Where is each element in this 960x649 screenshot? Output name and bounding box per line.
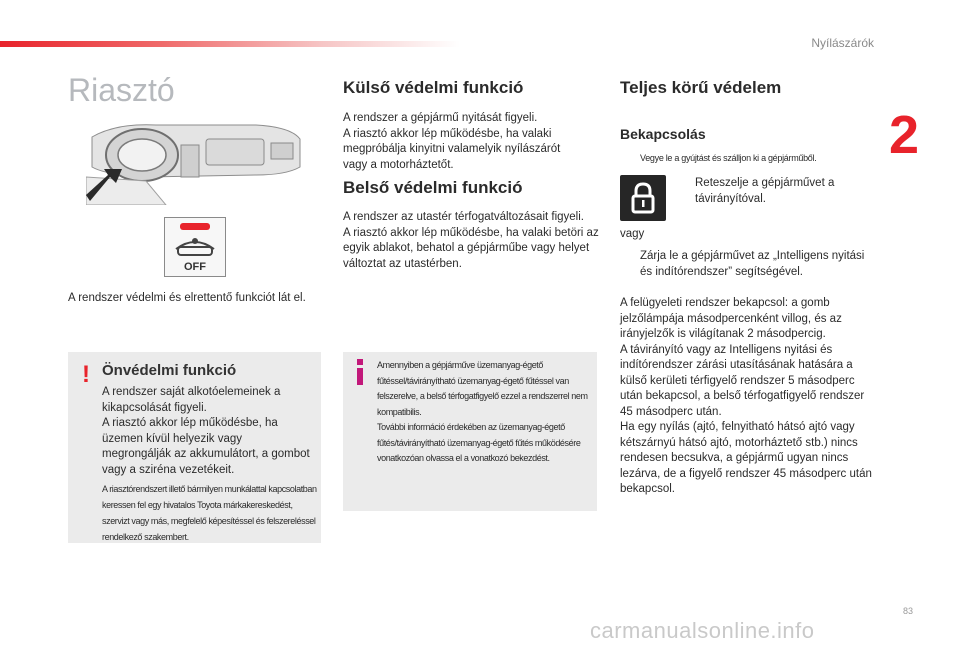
- list-item-text: Zárja le a gépjárművet az „Intelligens nyitási és indítórendszer” segítségével.: [640, 250, 865, 278]
- internal-protection-title: Belső védelmi funkció: [343, 178, 523, 197]
- list-item-text: Reteszelje a gépjárművet a távirányítóval.: [695, 177, 835, 205]
- full-protection-title: Teljes körű védelem: [620, 78, 782, 97]
- warning-body: A rendszer saját alkotóelemeinek a kikapcsolását figyeli. A riasztó akkor lép működésbe, ha üzemen kívül helyezik vagy megrongálják az akkumulátort, a gombot vagy a sziréna vezetékeit.: [102, 386, 310, 476]
- list-item: [675, 176, 875, 210]
- internal-protection-text: A rendszer az utastér térfogatváltozásait figyeli. A riasztó akkor lép működésbe, ha valaki betöri az egyik ablakot, behatol a gépjárműbe vagy helyet változtat az utastérben.: [343, 211, 599, 270]
- alarm-off-button-illustration: [164, 217, 226, 277]
- info-text: Amennyiben a gépjárműve üzemanyag-égető fűtéssel/távirányítható üzemanyag-égető fűtéssel van felszerelve, a belső térfogatfigyelő ezzel a rendszerrel nem kompatibilis. További információ érdekében az üzemanyag-égető fűtés/távirányítható üzemanyag-égető fűtés működésére vonatkozóan olvassa el a vonatkozó bekezdést.: [377, 360, 588, 463]
- activation-title: Bekapcsolás: [620, 126, 706, 142]
- external-protection-text: A rendszer a gépjármű nyitását figyeli. A riasztó akkor lép működésbe, ha valaki megpróbálja kinyitni valamelyik nyílászárót vagy a motorháztetőt.: [343, 112, 561, 171]
- section-title: Nyílászárók: [811, 36, 874, 50]
- external-protection-title: Külső védelmi funkció: [343, 78, 524, 97]
- chapter-number: 2: [889, 105, 920, 165]
- page-number: 83: [903, 606, 914, 616]
- lock-icon: [620, 175, 666, 221]
- page-title: Riasztó: [68, 72, 175, 108]
- or-text: vagy: [620, 228, 645, 240]
- header-accent-bar: [0, 41, 460, 47]
- activation-paragraph: A felügyeleti rendszer bekapcsol: a gomb jelzőlámpája másodpercenként villog, és az irányjelzők is világítanak 2 másodpercig. A távirányító vagy az Intelligens nyitási és indítórendszer zárási utasításának hatására a külső kerületi térfigyelő rendszer 5 másodperc után bekapcsol, a belső térfogatfigyelő rendszer 45 másodperc után. Ha egy nyílás (ajtó, felnyitható hátsó ajtó vagy kétszárnyú hátsó ajtó, motorháztető stb.) nincs rendesen becsukva, a gépjármű ugyan nincs lezárva, de a figyelő rendszer 45 másodperc után bekapcsol.: [620, 297, 872, 495]
- list-item: [620, 249, 880, 283]
- watermark: carmanualsonline.info: [590, 618, 815, 643]
- alarm-caption: A rendszer védelmi és elrettentő funkciót lát el.: [68, 292, 306, 304]
- warning-icon: !: [82, 361, 90, 388]
- list-item-text: Vegye le a gyújtást és szálljon ki a gépjárműből.: [640, 153, 817, 163]
- info-box: [343, 352, 597, 511]
- off-button-label: OFF: [184, 261, 206, 273]
- dashboard-illustration: [86, 119, 304, 205]
- info-icon: [357, 359, 363, 385]
- list-item: [620, 151, 890, 167]
- remote-lock-button: [620, 175, 666, 221]
- warning-title: Önvédelmi funkció: [102, 362, 237, 379]
- warning-box: [68, 352, 321, 543]
- warning-note: A riasztórendszert illető bármilyen munkálattal kapcsolatban keressen fel egy hivatalos Toyota márkakereskedést, szervizt vagy más, megfelelő képesítéssel és felszereléssel rendelkező szakembert.: [102, 484, 317, 542]
